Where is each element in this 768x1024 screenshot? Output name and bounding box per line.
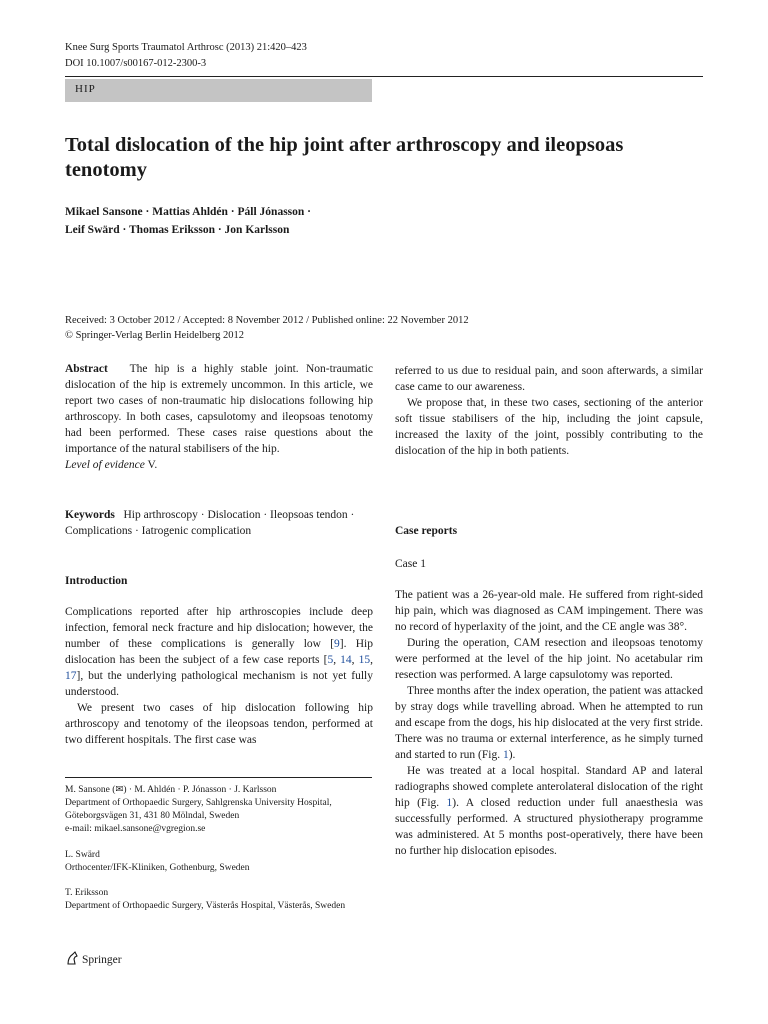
intro-p1-text-c: ], but the underlying pathological mechanism is not yet fully understood. <box>65 670 373 698</box>
intro-paragraph-continued: referred to us due to residual pain, and soon afterwards, a similar case came to our awareness. <box>395 365 703 393</box>
level-of-evidence-value: V. <box>147 459 158 471</box>
publication-dates <box>65 313 705 343</box>
level-of-evidence-label: Level of evidence <box>65 459 145 471</box>
case1-body <box>395 587 703 859</box>
journal-header <box>65 40 307 72</box>
intro-p1-text-a: Complications reported after hip arthroscopies include deep infection, femoral neck fracture and hip dislocation; however, the number of these complications is generally low [ <box>65 606 373 650</box>
citation-link[interactable]: 5 <box>327 654 334 666</box>
citation-link[interactable]: 14 <box>340 654 352 666</box>
keywords-label: Keywords <box>65 509 115 521</box>
fn1-authors: M. Sansone (✉) · M. Ahldén · P. Jónasson · J. Karlsson <box>65 785 277 795</box>
case1-p3-text-a: Three months after the index operation, the patient was attacked by stray dogs while travelling abroad. When he attempted to run and escape from the dogs, his hip dislocated at the very first stride. There was no trauma or external interference, as he simply turned and started to run (Fig. <box>395 685 703 761</box>
intro-paragraph-1: Complications reported after hip arthroscopies include deep infection, femoral neck fracture and hip dislocation; however, the number of these complications is generally low [9]. Hip dislocation has been the subject of a few case reports [5, 14, 15, 17], but the underlying pathological mechanism is not yet fully understood. <box>65 606 374 698</box>
header-rule <box>65 76 703 77</box>
copyright-line: © Springer-Verlag Berlin Heidelberg 2012 <box>65 330 245 341</box>
citation-link[interactable]: 17 <box>65 670 77 682</box>
footnote-affiliation-3 <box>65 887 373 913</box>
fn2-name: L. Swärd <box>65 850 100 860</box>
section-bar <box>65 79 372 102</box>
authors-line-2: Leif Swärd · Thomas Eriksson · Jon Karlsson <box>65 224 290 236</box>
authors-line-1: Mikael Sansone · Mattias Ahldén · Páll Jónasson · <box>65 206 312 218</box>
publisher-name: Springer <box>82 953 122 966</box>
case1-paragraph-2: During the operation, CAM resection and ileopsoas tenotomy were performed at the level of the hip joint. No acetabular rim resection was performed. A large capsulotomy was reported. <box>395 637 703 681</box>
footnote-affiliation-1 <box>65 784 373 836</box>
intro-paragraph-proposal: We propose that, in these two cases, sectioning of the anterior soft tissue stabilisers of the hip, including the joint capsule, increased the laxity of the joint, possibly contributing to the dislocation of the hip in both patients. <box>395 397 703 457</box>
case1-p3-text-b: ). <box>508 749 516 761</box>
article-title: Total dislocation of the hip joint after arthroscopy and ileopsoas tenotomy <box>65 134 624 181</box>
journal-citation: Knee Surg Sports Traumatol Arthrosc (2013) 21:420–423 <box>65 42 307 53</box>
doi[interactable]: DOI 10.1007/s00167-012-2300-3 <box>65 58 207 69</box>
citation-link[interactable]: 15 <box>358 654 371 666</box>
footnote-rule <box>65 777 372 778</box>
fn2-affiliation: Orthocenter/IFK-Kliniken, Gothenburg, Sweden <box>65 863 250 873</box>
keywords-block <box>65 507 373 539</box>
figure-link[interactable]: 1 <box>446 797 453 809</box>
author-list <box>65 203 705 239</box>
intro-continuation <box>395 363 703 459</box>
abstract-label: Abstract <box>65 363 108 375</box>
fn3-name: T. Eriksson <box>65 888 109 898</box>
abstract-text: The hip is a highly stable joint. Non-traumatic dislocation of the hip is extremely uncommon. In this article, we report two cases of non-traumatic hip dislocations following hip arthroscopy. In both cases, capsulotomy and ileopsoas tenotomy had been performed. These cases raise questions about the importance of the natural stabilisers of the hip. <box>65 363 374 455</box>
figure-link[interactable]: 1 <box>502 749 509 761</box>
case1-p4-text-a: He was treated at a local hospital. Standard AP and lateral radiographs showed complete anterolateral dislocation of the right hip (Fig. <box>395 765 703 809</box>
keywords-text: Hip arthroscopy · Dislocation · Ileopsoas tendon · Complications · Iatrogenic complication <box>65 509 355 537</box>
case1-paragraph-3 <box>395 683 703 763</box>
springer-horse-icon <box>65 950 79 969</box>
publisher-footer <box>65 950 122 969</box>
footnote-affiliation-2 <box>65 849 373 875</box>
introduction-heading: Introduction <box>65 575 128 587</box>
abstract-block <box>65 361 373 473</box>
case1-paragraph-1: The patient was a 26-year-old male. He suffered from right-sided hip pain, which was diagnosed as CAM impingement. There was no record of hyperlaxity of the joint, and the CE angle was 38°. <box>395 589 703 633</box>
introduction-body <box>65 604 373 748</box>
case1-heading: Case 1 <box>395 558 426 570</box>
fn1-address: Department of Orthopaedic Surgery, Sahlgrenska University Hospital, Göteborgsvägen 31, 431 80 Mölndal, Sweden <box>65 798 332 821</box>
citation-link[interactable]: 9 <box>334 638 340 650</box>
intro-paragraph-2: We present two cases of hip dislocation following hip arthroscopy and tenotomy of the ileopsoas tendon, performed at two different hospitals. The first case was <box>65 702 373 746</box>
fn3-affiliation: Department of Orthopaedic Surgery, Västerås Hospital, Västerås, Sweden <box>65 901 346 911</box>
case1-paragraph-4 <box>395 763 703 859</box>
case1-p4-text-b: ). A closed reduction under full anaesthesia was successfully performed. A structured physiotherapy programme was administered. At 5 months post-operatively, there have been no further hip dislocation episodes. <box>395 797 703 857</box>
fn1-email[interactable]: e-mail: mikael.sansone@vgregion.se <box>65 824 206 834</box>
intro-p1-text-b: ]. Hip dislocation has been the subject of a few case reports [ <box>65 638 373 666</box>
dates-line: Received: 3 October 2012 / Accepted: 8 November 2012 / Published online: 22 November 2012 <box>65 315 469 326</box>
section-label: HIP <box>75 83 96 95</box>
case-reports-heading: Case reports <box>395 525 458 537</box>
